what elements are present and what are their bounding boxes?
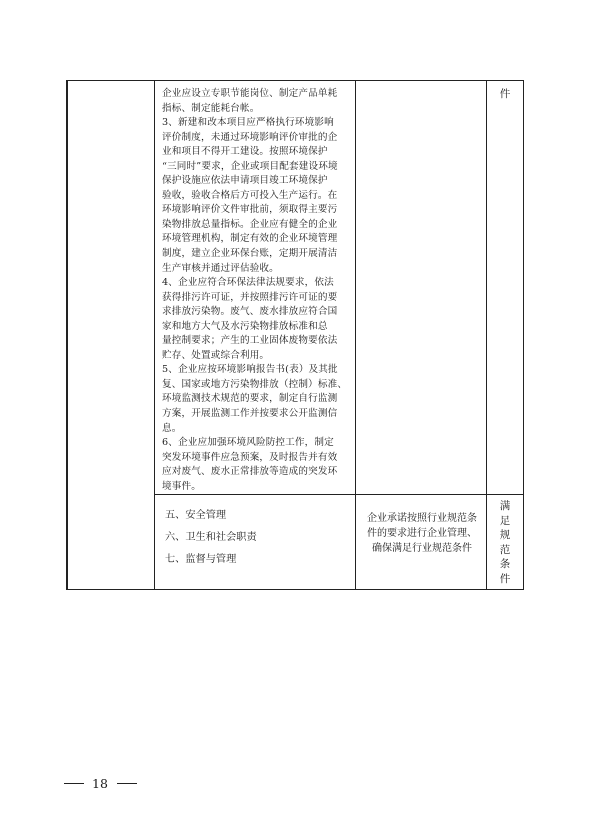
result-char: 满	[499, 500, 511, 513]
requirement-line: 突发环境事件应急预案，及时报告并有效	[162, 451, 338, 463]
requirement-line: 境事件。	[162, 480, 201, 492]
page-number: 18	[92, 776, 108, 791]
requirement-line: 染物排放总量指标。企业应有健全的企业	[162, 218, 338, 230]
requirement-line: 环境影响评价文件审批前，须取得主要污	[162, 204, 338, 216]
result-char: 足	[499, 514, 511, 527]
table-row	[67, 81, 524, 495]
requirement-line: 息。	[162, 422, 182, 434]
requirement-line: 环境监测技术规范的要求，制定自行监测	[162, 393, 338, 405]
commitment-cell-top	[356, 81, 487, 495]
requirement-line: 业和项目不得开工建设。按照环境保护	[162, 146, 328, 158]
requirement-line: 制度，建立企业环保台账，定期开展清洁	[162, 248, 338, 260]
result-text	[487, 495, 523, 586]
requirement-line: 家和地方大气及水污染物排放标准和总	[162, 320, 328, 332]
requirement-line: 获得排污许可证，并按照排污许可证的要	[162, 291, 338, 303]
commitment-line: 件的要求进行企业管理、	[367, 528, 477, 540]
list-item: 五、安全管理	[165, 510, 227, 522]
requirement-line: 企业应设立专职节能岗位、制定产品单耗	[162, 88, 338, 99]
item-list	[155, 495, 355, 571]
requirement-line: 生产审核并通过评估验收。	[162, 262, 279, 274]
requirement-line: 保护设施应依法申请项目竣工环境保护	[162, 175, 328, 187]
requirement-line: 量控制要求；产生的工业固体废物要依法	[162, 335, 338, 347]
requirement-line: 5、企业应按环境影响报告书(表）及其批	[162, 364, 338, 376]
requirement-line: 3、新建和改本项目应严格执行环境影响	[162, 117, 334, 129]
requirements-text	[155, 81, 355, 494]
requirement-line: 方案，开展监测工作并按要求公开监测信	[162, 408, 338, 420]
result-char: 件	[499, 572, 511, 585]
requirements-table	[66, 80, 524, 590]
requirement-line: 复、国家或地方污染物排放（控制）标准、	[162, 378, 348, 390]
result-cell	[487, 495, 524, 590]
result-char: 件	[499, 88, 511, 100]
requirement-line: 应对废气、废水正常排放等造成的突发环	[162, 466, 338, 478]
commitment-line: 确保满足行业规范条件	[372, 543, 472, 555]
requirement-line: 验收，验收合格后方可投入生产运行。在	[162, 189, 338, 201]
requirement-line: 6、企业应加强环境风险防控工作，制定	[162, 437, 334, 449]
items-cell	[155, 495, 356, 590]
footer-dash-right	[117, 783, 137, 784]
result-char: 范	[499, 543, 511, 556]
requirement-line: “三同时”要求，企业或项目配套建设环境	[162, 160, 338, 172]
commitment-text	[356, 495, 486, 556]
requirement-line: 指标、制定能耗台帐。	[162, 102, 260, 114]
requirement-line: 评价制度，未通过环境影响评价审批的企	[162, 131, 338, 143]
requirement-line: 求排放污染物。废气、废水排放应符合国	[162, 306, 338, 318]
requirement-line: 贮存、处置或综合利用。	[162, 349, 270, 361]
category-cell	[67, 81, 155, 590]
list-item: 六、卫生和社会职责	[165, 532, 257, 544]
requirements-cell	[155, 81, 356, 495]
result-cell-top	[487, 81, 524, 495]
result-char: 规	[499, 529, 511, 542]
footer-dash-left	[64, 783, 84, 784]
requirement-line: 4、企业应符合环保法律法规要求，依法	[162, 277, 334, 289]
list-item: 七、监督与管理	[165, 554, 237, 566]
requirement-line: 环境管理机构，制定有效的企业环境管理	[162, 233, 338, 245]
result-char: 条	[499, 558, 511, 571]
commitment-line: 企业承诺按照行业规范条	[367, 513, 477, 525]
commitment-cell	[356, 495, 487, 590]
page-footer	[64, 776, 137, 791]
